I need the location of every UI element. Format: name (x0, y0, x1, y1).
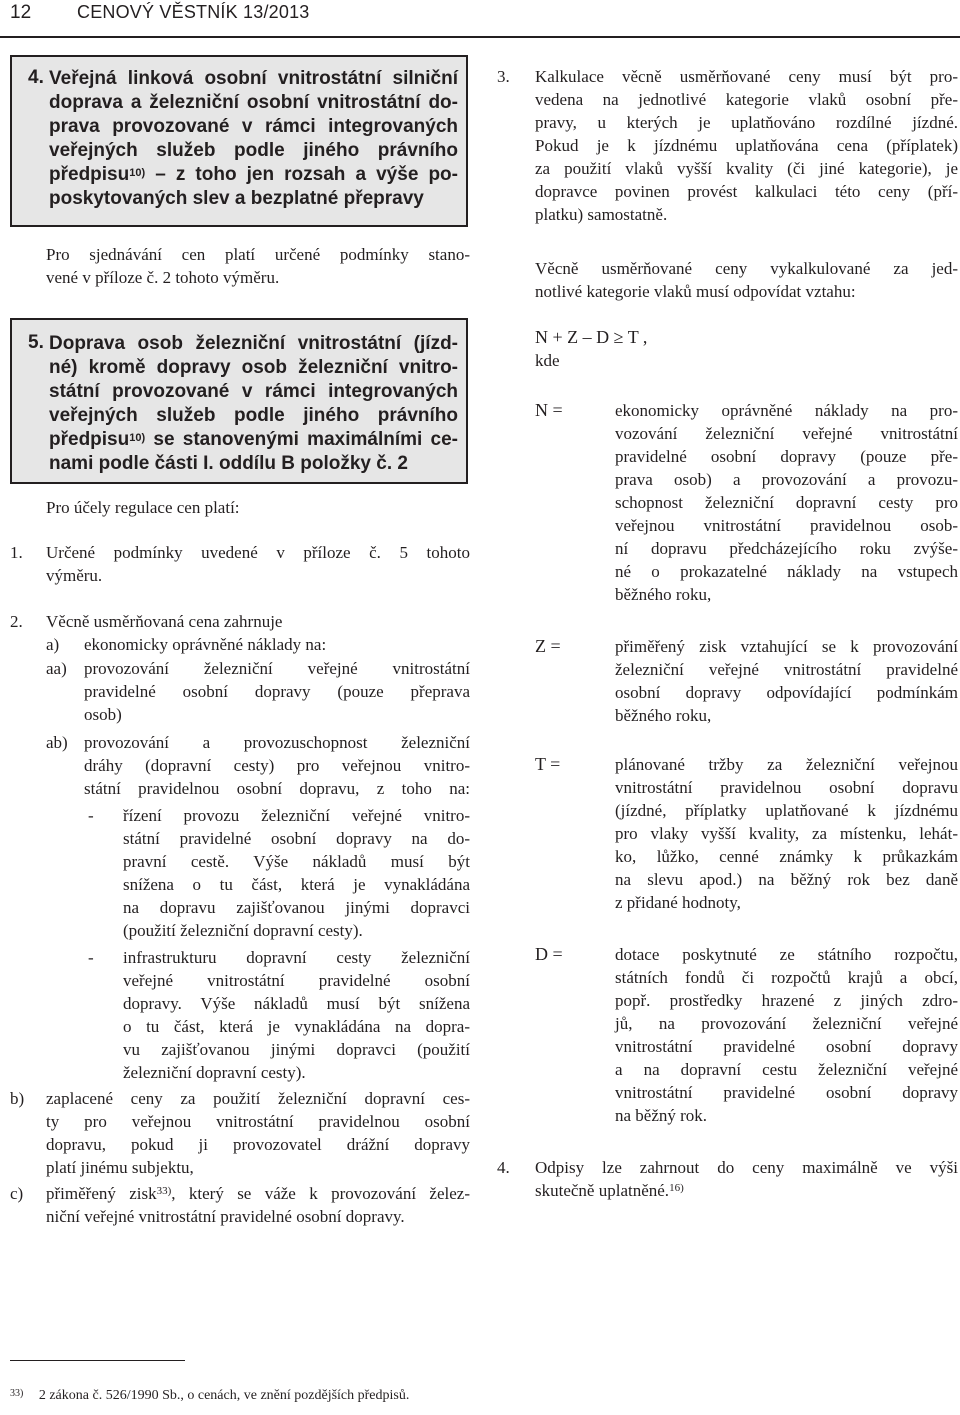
footnote-ref: 16) (669, 1182, 684, 1194)
heading-line: Veřejná linková osobní vnitrostátní silniční (49, 68, 458, 89)
journal-title: CENOVÝ VĚSTNÍK 13/2013 (77, 2, 310, 22)
footnote-rule (10, 1360, 185, 1361)
dash-item-1: řízení provozu železniční veřejné vnitro- státní pravidelné osobní dopravy na do- pravní cestě. Výše nákladů musí být snížena o tu část, která je vynakládána na dopravu zajišťovanou jinými dopravci (použití železniční dopravní cesty). (123, 806, 470, 940)
item-a-text: ekonomicky oprávněné náklady na: (84, 635, 327, 654)
section-4-heading-box (10, 55, 468, 227)
item-ab-label: ab) (46, 733, 68, 752)
definition-symbol-z: Z = (535, 636, 561, 656)
item-c-label: c) (10, 1184, 24, 1203)
footnote-mark: 33) (10, 1388, 24, 1399)
item-c-text: přiměřený zisk$^{33)}$, který se váže k provozování želez- niční veřejné vnitrostátní pravidelné osobní dopravy. (46, 1184, 470, 1226)
item-1-number: 1. (10, 543, 23, 562)
footnote-ref: 10) (129, 167, 146, 179)
item-aa-text: provozování železniční veřejné vnitrostátní pravidelné osobní dopravy (pouze přeprava osob) (84, 659, 470, 724)
item-2-text: Věcně usměrňovaná cena zahrnuje (46, 612, 283, 631)
heading-line: prava provozované v rámci integrovaných (49, 116, 458, 137)
section-4-body: Pro sjednávání cen platí určené podmínky stano- vené v příloze č. 2 tohoto výměru. (46, 245, 470, 287)
heading-line: doprava a železniční osobní vnitrostátní do- (49, 92, 458, 113)
definition-symbol-d: D = (535, 944, 563, 964)
section-5-intro: Pro účely regulace cen platí: (46, 498, 240, 517)
heading-line: poskytovaných slev a bezplatné přepravy (49, 188, 424, 209)
item-a-label: a) (46, 635, 60, 654)
definition-text-t: plánované tržby za železniční veřejnou vnitrostátní pravidelnou osobní dopravu (jízdné, příplatky uplatňované k jízdnému pro vlaky vyšší kvality, za místenku, lehát- ko, lůžko, cenné známky k průkazkám na slevu apod.) na běžný rok bez daně z přidané hodnoty, (615, 755, 958, 912)
definition-text-z: přiměřený zisk vztahující se k provozování železniční veřejné vnitrostátní pravidelné osobní dopravy odpovídající podmínkám běžného roku, (615, 637, 958, 725)
relation-intro: Věcně usměrňované ceny vykalkulované za jed- notlivé kategorie vlaků musí odpovídat vztahu: (535, 259, 958, 301)
definition-symbol-t: T = (535, 754, 561, 774)
definition-text-d: dotace poskytnuté ze státního rozpočtu, státních fondů či rozpočtů krajů a obcí, popř. prostředky hrazené z jiných zdro- jů, na provozování železniční veřejné vnitrostátní pravidelné osobní dopravy a na dopravní cestu železniční veřejné vnitrostátní pravidelné osobní dopravy na běžný rok. (615, 945, 958, 1125)
item-4-number: 4. (497, 1158, 510, 1177)
dash-marker: - (88, 948, 94, 967)
definition-text-n: ekonomicky oprávněné náklady na pro- vozování železniční veřejné vnitrostátní pravidelné osobní dopravy (pouze pře- prava osob) a provozování a provozu- schopnost železniční dopravní cesty pro veřejnou vnitrostátní pravidelnou osob- ní dopravu předcházejícího roku zvýše- né o prokazatelné náklady na vstupech běžného roku, (615, 401, 958, 604)
header-rule (0, 36, 960, 38)
footnote (10, 1386, 409, 1406)
dash-marker: - (88, 806, 94, 825)
item-3-text: Kalkulace věcně usměrňované ceny musí být pro- vedena na jednotlivé kategorie vlaků osobní pře- pravy, u kterých je uplatňováno rozdílné jízdné. Pokud je k jízdnému uplatňována cena (příplatek) za použití vlaků vyšší kvality (či jiné kategorie), je dopravce povinen provést kalkulaci této ceny (pří- platku) samostatně. (535, 67, 958, 224)
item-2-number: 2. (10, 612, 23, 631)
item-aa-label: aa) (46, 659, 67, 678)
page-header (0, 0, 960, 42)
item-b-text: zaplacené ceny za použití železniční dopravní ces- ty pro veřejnou vnitrostátní pravidelnou osobní dopravu, pokud ji provozovatel drážní dopravy platí jinému subjektu, (46, 1089, 470, 1177)
item-b-label: b) (10, 1089, 25, 1108)
heading-line: předpisu$^{10)}$ – z toho jen rozsah a výše po- (49, 164, 458, 185)
section-5-heading: Doprava osob železniční vnitrostátní (jízd- né) kromě dopravy osob železniční vnitro- státní provozované v rámci integrovaných veřejných služeb podle jiného právního předpisu$^{10)}$ se stanovenými maximálními ce- nami podle části I. oddílu B položky č. 2 (49, 333, 458, 474)
section-5-number: 5. (28, 332, 44, 353)
dash-item-2: infrastrukturu dopravní cesty železniční veřejné vnitrostátní pravidelné osobní dopravy. Výše nákladů musí být snížena o tu část, která je vynakládána na dopra- vu zajišťovanou jinými dopravci (použití železniční dopravní cesty). (123, 948, 470, 1082)
item-3-number: 3. (497, 67, 510, 86)
definition-symbol-n: N = (535, 400, 563, 420)
heading-line: veřejných služeb podle jiného právního (49, 140, 458, 161)
item-4-text: Odpisy lze zahrnout do ceny maximálně ve výši skutečně uplatněné.$^{16)}$ (535, 1158, 958, 1200)
item-ab-text: provozování a provozuschopnost železniční dráhy (dopravní cesty) pro veřejnou vnitro- státní pravidelnou osobní dopravu, z toho na: (84, 733, 470, 798)
footnote-text: 2 zákona č. 526/1990 Sb., o cenách, ve znění pozdějších předpisů. (38, 1388, 410, 1403)
section-4-heading (49, 67, 458, 211)
formula: N + Z – D ≥ T , kde (535, 327, 648, 370)
section-4-number: 4. (28, 67, 44, 88)
footnote-ref: 33) (156, 1185, 172, 1197)
footnote-ref: 10) (129, 432, 146, 444)
page-number: 12 (10, 2, 32, 23)
item-1-text: Určené podmínky uvedené v příloze č. 5 tohoto výměru. (46, 543, 470, 585)
section-5-heading-box (10, 318, 468, 484)
